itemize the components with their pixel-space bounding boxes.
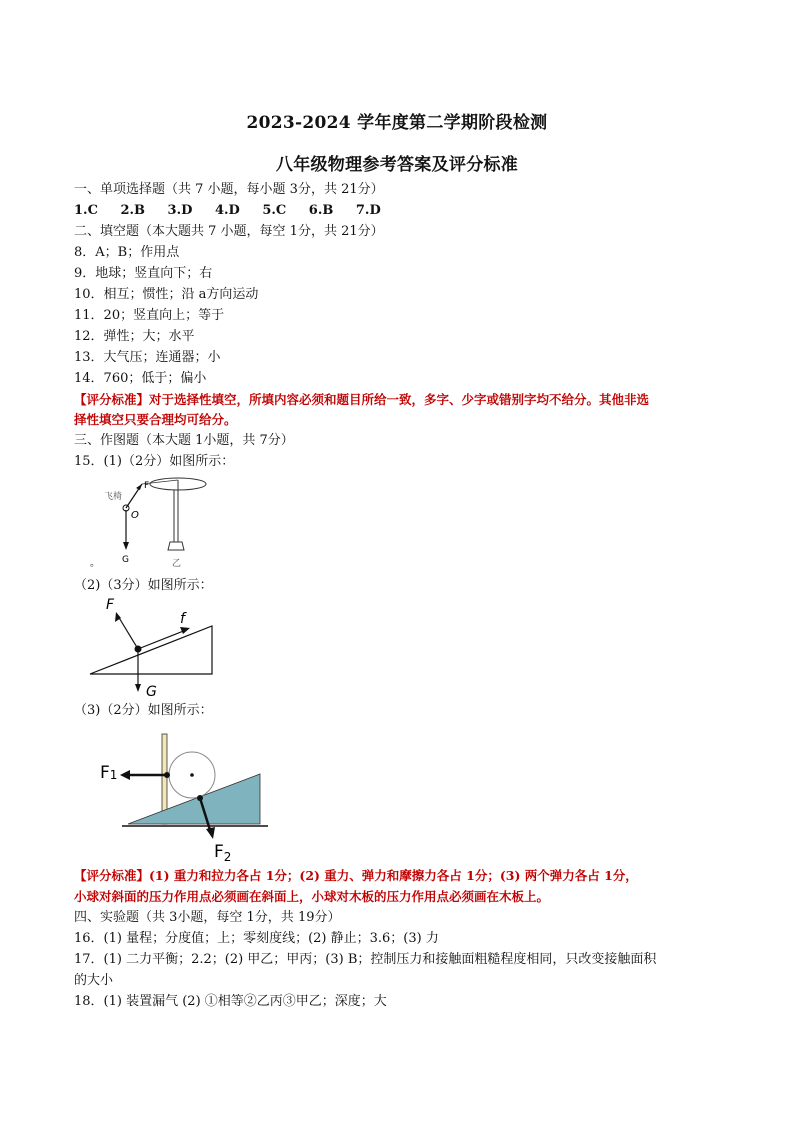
mc-answer: 5.C	[262, 203, 287, 218]
label-O: O	[131, 510, 139, 521]
fill-answer: 8．A；B；作用点	[74, 245, 180, 260]
question-15-3: （3)（2分）如图所示：	[74, 703, 213, 718]
carousel-base	[168, 542, 184, 550]
label-f: f	[180, 611, 185, 627]
incline	[90, 626, 212, 674]
mc-answer: 2.B	[120, 203, 146, 218]
scoring-criteria: 小球对斜面的压力作用点必须画在斜面上，小球对木板的压力作用点必须画在木板上。	[74, 889, 550, 904]
page-title: 2023-2024 学年度第二学期阶段检测	[246, 113, 548, 133]
mc-answer: 3.D	[167, 203, 193, 218]
question-15-1: 15．(1)（2分）如图所示：	[74, 454, 235, 469]
fill-answer: 14．760；低于；偏小	[74, 371, 207, 386]
incline-blue	[128, 774, 260, 824]
label-G: G	[146, 684, 157, 700]
fill-answer: 11．20；竖直向上；等于	[74, 308, 225, 323]
question-17-answer-cont: 的大小	[74, 973, 114, 988]
figure-ball-incline	[100, 732, 280, 862]
section2-heading: 二、填空题（本大题共 7 小题，每空 1分，共 21分）	[74, 224, 384, 239]
section3-heading: 三、作图题（本大题 1小题，共 7分）	[74, 433, 294, 448]
mc-answer: 1.C	[74, 203, 98, 218]
label-dot: 。	[90, 558, 100, 569]
label-F1: F1	[100, 763, 118, 783]
scoring-criteria: 【评分标准】对于选择性填空，所填内容必须和题目所给一致，多字、少字或错别字均不给分。其他非选	[74, 392, 650, 407]
fill-answer: 9．地球；竖直向下；右	[74, 266, 213, 281]
mc-answer: 6.B	[308, 203, 334, 218]
fill-answer: 13．大气压；连通器；小	[74, 350, 221, 365]
page-subtitle: 八年级物理参考答案及评分标准	[275, 155, 519, 175]
scoring-criteria: 【评分标准】(1) 重力和拉力各占 1分；(2) 重力、弹力和摩擦力各占 1分；(3) 两个弹力各占 1分，	[74, 868, 638, 883]
mc-answers	[74, 203, 399, 219]
normal-force-arrow	[118, 616, 138, 649]
label-F: F	[106, 597, 115, 613]
fill-answer: 12．弹性；大；水平	[74, 329, 195, 344]
question-16-answer: 16．(1) 量程；分度值；上；零刻度线；(2) 静止；3.6；(3) 力	[74, 931, 439, 946]
label-G: G	[122, 555, 129, 565]
mc-answer: 7.D	[355, 203, 381, 218]
section1-heading: 一、单项选择题（共 7 小题，每小题 3分，共 21分）	[74, 182, 384, 197]
figure-flying-chair	[90, 470, 216, 570]
section4-heading: 四、实验题（共 3小题，每空 1分，共 19分）	[74, 910, 341, 925]
scoring-criteria: 择性填空只要合理均可给分。	[74, 412, 237, 427]
question-17-answer: 17．(1) 二力平衡；2.2；(2) 甲乙；甲丙；(3) B；控制压力和接触面粗糙程度相同，只改变接触面积	[74, 952, 657, 967]
fill-answer: 10．相互；惯性；沿 a方向运动	[74, 287, 259, 302]
figure-incline-block	[90, 596, 220, 700]
label-flying-chair: 飞椅	[104, 492, 123, 502]
label-yi: 乙	[172, 559, 182, 569]
question-18-answer: 18．(1) 装置漏气 (2) ①相等②乙丙③甲乙；深度；大	[74, 994, 387, 1009]
label-F2: $F_2$	[214, 842, 232, 864]
question-15-2: （2)（3分）如图所示：	[74, 578, 213, 593]
label-F: F	[144, 481, 150, 491]
mc-answer: 4.D	[214, 203, 240, 218]
